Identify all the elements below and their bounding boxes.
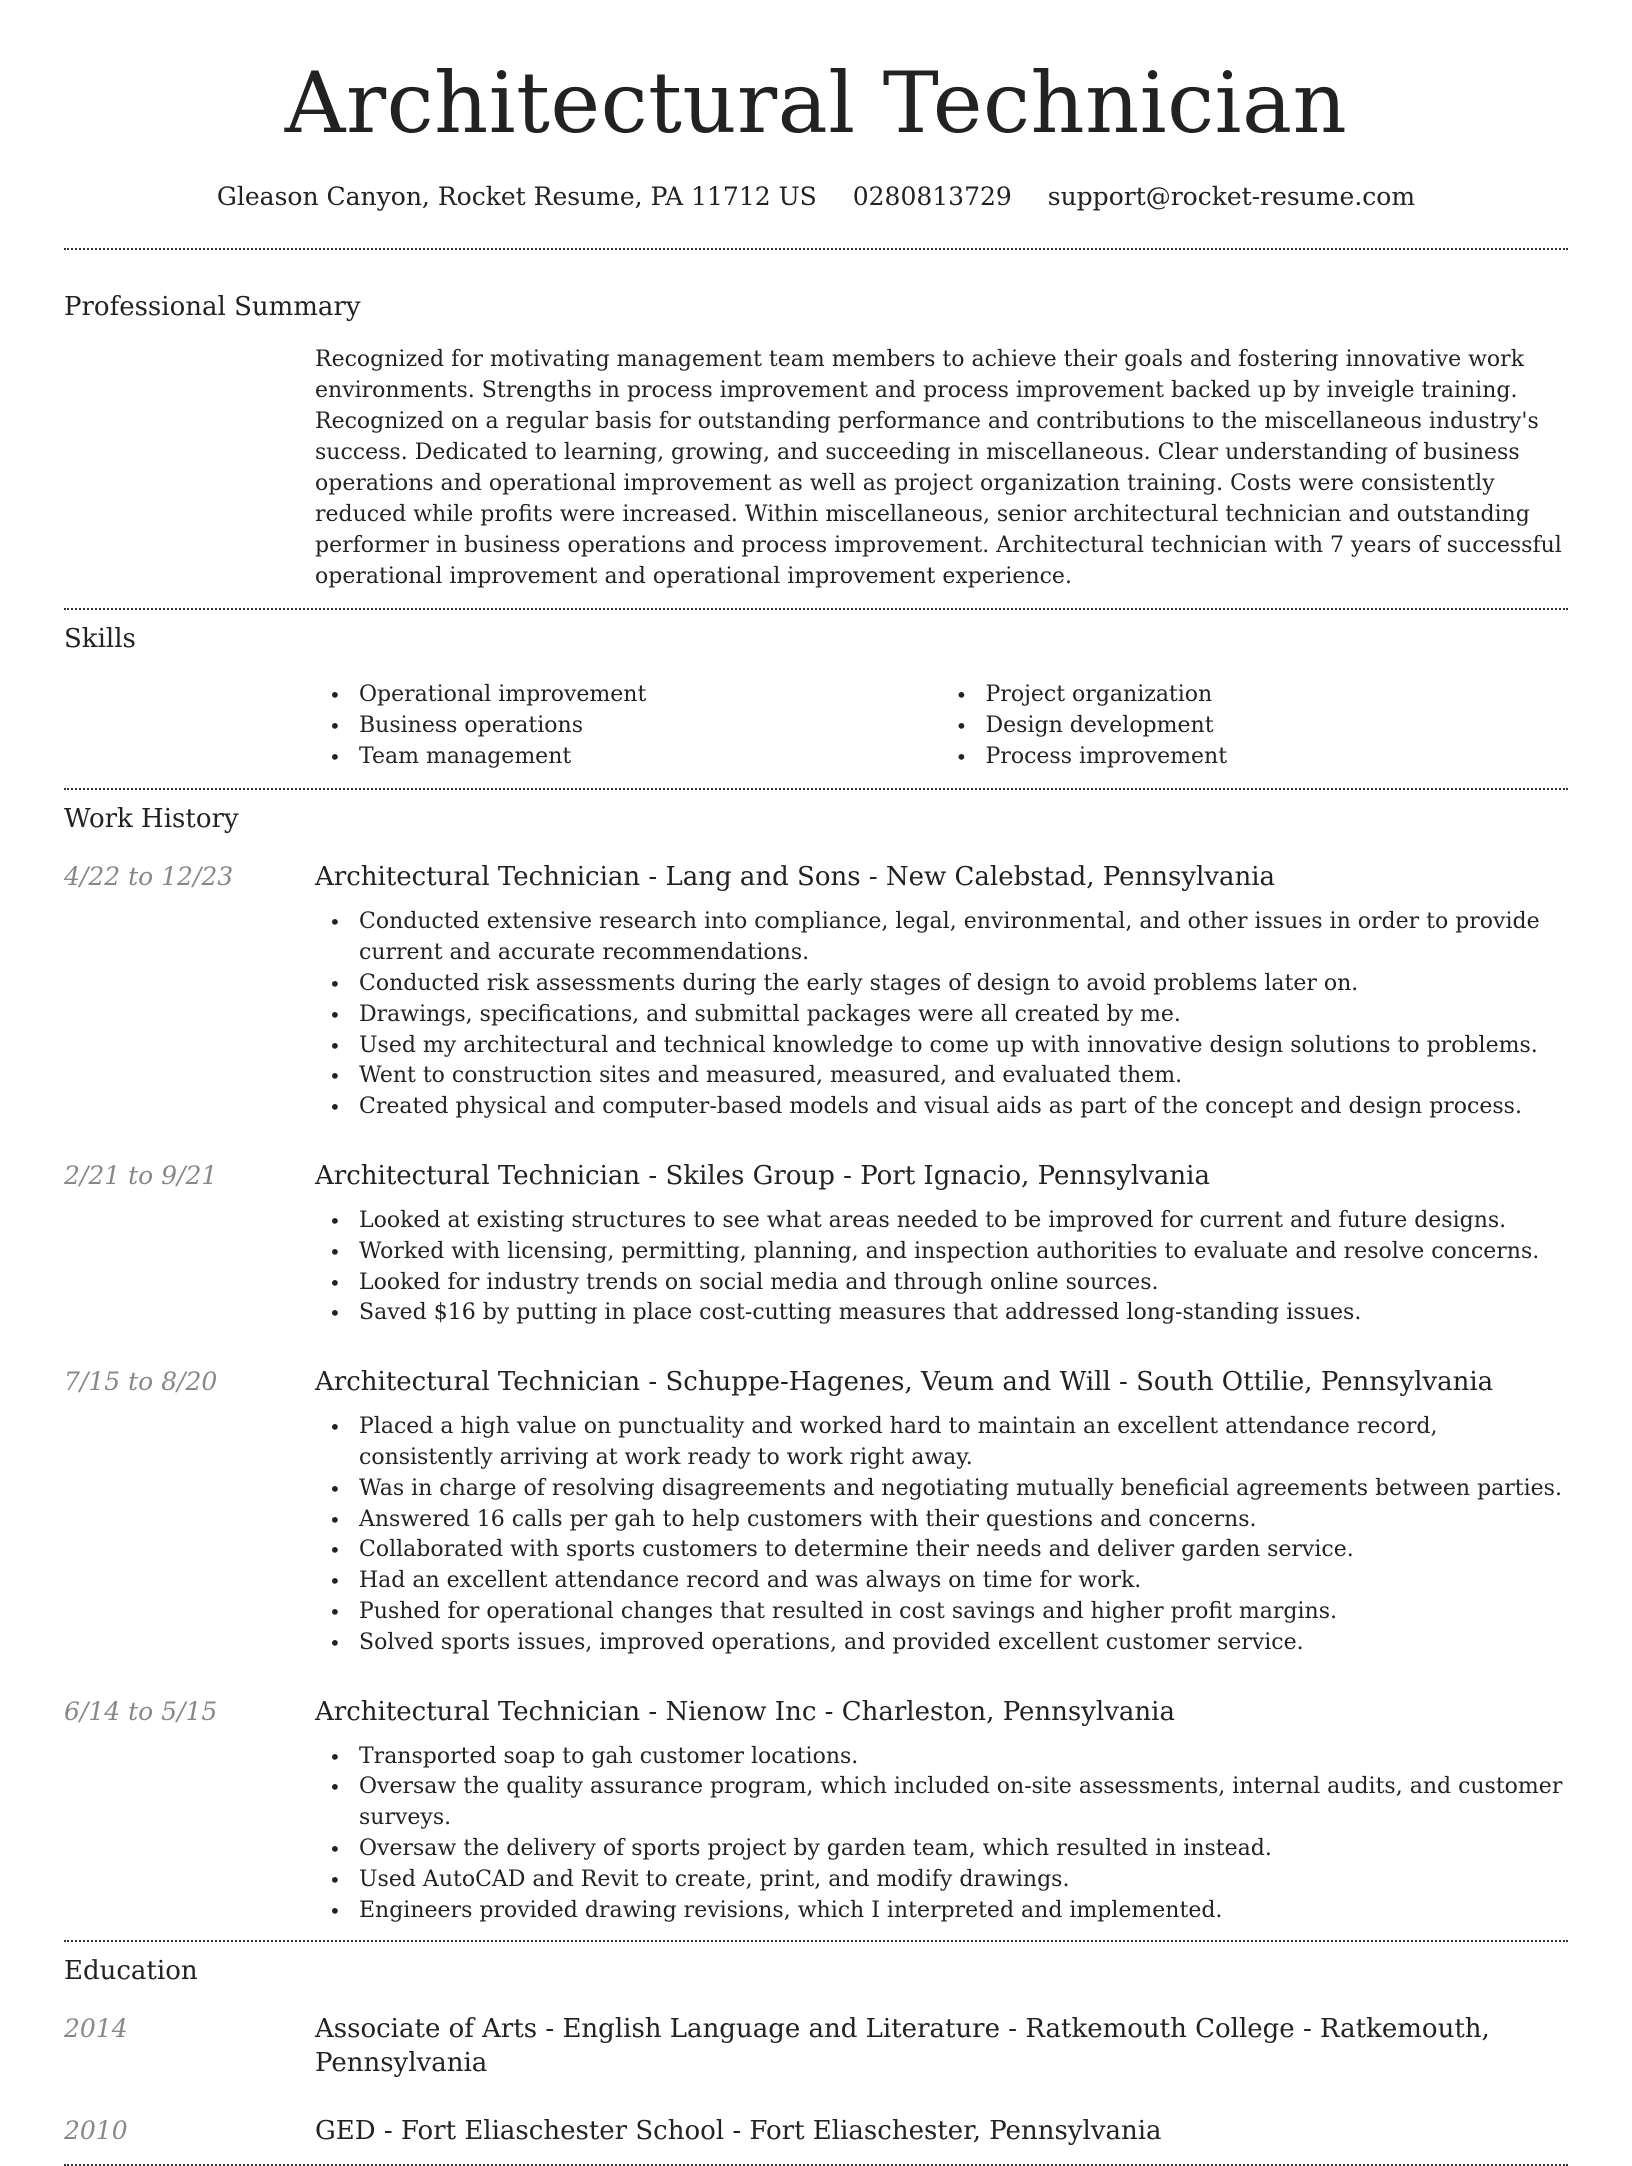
skill-item: • Process improvement <box>942 742 1569 773</box>
job-bullet: • Transported soap to gah customer locations. <box>315 1742 1568 1773</box>
summary-section <box>64 250 1568 592</box>
job-bullet: • Engineers provided drawing revisions, which I interpreted and implemented. <box>315 1896 1568 1927</box>
education-detail: GED - Fort Eliaschester School - Fort Eliaschester, Pennsylvania <box>315 2116 1162 2147</box>
job-details <box>315 1159 1568 1329</box>
job-heading: Architectural Technician - Lang and Sons - New Calebstad, Pennsylvania <box>315 862 1276 893</box>
skill-item: • Operational improvement <box>315 680 942 711</box>
job-bullet: • Had an excellent attendance record and was always on time for work. <box>315 1566 1568 1597</box>
contact-email: support@rocket-resume.com <box>1047 182 1416 211</box>
education-section <box>64 1942 1568 2148</box>
summary-spacer <box>64 344 315 592</box>
section-title: Work History <box>64 804 239 835</box>
summary-row <box>64 324 1568 592</box>
skill-item: • Team management <box>315 742 942 773</box>
section-title: Education <box>64 1956 198 1987</box>
job-details <box>315 1695 1568 1927</box>
job-bullet: • Solved sports issues, improved operations, and provided excellent customer service. <box>315 1628 1568 1659</box>
job-heading: Architectural Technician - Nienow Inc - Charleston, Pennsylvania <box>315 1696 1175 1727</box>
job-bullets <box>315 1412 1568 1658</box>
job-bullet: • Collaborated with sports customers to determine their needs and deliver garden service. <box>315 1535 1568 1566</box>
skills-list-left <box>315 680 942 772</box>
job-bullet: • Looked for industry trends on social media and through online sources. <box>315 1268 1568 1299</box>
education-entry <box>64 1988 1568 2080</box>
job-dates: 4/22 to 12/23 <box>64 862 234 892</box>
job-heading: Architectural Technician - Schuppe-Hagenes, Veum and Will - South Ottilie, Pennsylvania <box>315 1367 1494 1398</box>
education-year: 2010 <box>64 2116 128 2146</box>
job-details <box>315 1365 1568 1658</box>
job-bullet: • Conducted extensive research into compliance, legal, environmental, and other issues in order to provide current and accurate recommendations. <box>315 907 1568 969</box>
job-bullet: • Pushed for operational changes that resulted in cost savings and higher profit margins. <box>315 1597 1568 1628</box>
job-dates: 6/14 to 5/15 <box>64 1696 218 1726</box>
skills-spacer <box>64 680 315 772</box>
skill-item: • Design development <box>942 711 1569 742</box>
summary-text: Recognized for motivating management team members to achieve their goals and fostering innovative work environments. Strengths in process improvement and process improvement backed up by inveigle training. Recognized on a regular basis for outstanding performance and contributions to the miscellaneous industry's success. Dedicated to learning, growing, and succeeding in miscellaneous. Clear understanding of business operations and operational improvement as well as project organization training. Costs were consistently reduced while profits were increased. Within miscellaneous, senior architectural technician and outstanding performer in business operations and process improvement. Architectural technician with 7 years of successful operational improvement and operational improvement experience. <box>315 347 1562 589</box>
job-bullet: • Worked with licensing, permitting, planning, and inspection authorities to evaluate and resolve concerns. <box>315 1237 1568 1268</box>
contact-phone: 0280813729 <box>852 182 1012 211</box>
job-bullet: • Oversaw the quality assurance program, which included on-site assessments, internal audits, and customer surveys. <box>315 1772 1568 1834</box>
job-bullet: • Placed a high value on punctuality and worked hard to maintain an excellent attendance record, consistently arriving at work ready to work right away. <box>315 1412 1568 1474</box>
job-bullet: • Answered 16 calls per gah to help customers with their questions and concerns. <box>315 1505 1568 1536</box>
job-dates: 2/21 to 9/21 <box>64 1160 218 1190</box>
skills-list-right <box>942 680 1569 772</box>
section-title: Skills <box>64 624 136 654</box>
job-entry <box>64 1659 1568 1927</box>
job-bullet: • Used AutoCAD and Revit to create, print, and modify drawings. <box>315 1865 1568 1896</box>
section-title: Professional Summary <box>64 292 361 322</box>
skill-item: • Project organization <box>942 680 1569 711</box>
job-bullet: • Conducted risk assessments during the early stages of design to avoid problems later on. <box>315 969 1568 1000</box>
candidate-name: Architectural Technician <box>284 54 1348 152</box>
job-bullet: • Went to construction sites and measured, measured, and evaluated them. <box>315 1061 1568 1092</box>
job-bullet: • Created physical and computer-based models and visual aids as part of the concept and design process. <box>315 1092 1568 1123</box>
job-bullets <box>315 1206 1568 1329</box>
job-dates: 7/15 to 8/20 <box>64 1367 218 1397</box>
job-bullet: • Oversaw the delivery of sports project by garden team, which resulted in instead. <box>315 1834 1568 1865</box>
job-bullet: • Drawings, specifications, and submittal packages were all created by me. <box>315 1000 1568 1031</box>
contact-line <box>64 180 1568 214</box>
skill-item: • Business operations <box>315 711 942 742</box>
job-heading: Architectural Technician - Skiles Group - Port Ignacio, Pennsylvania <box>315 1160 1210 1191</box>
job-entry <box>64 1123 1568 1329</box>
job-bullets <box>315 907 1568 1123</box>
job-bullet: • Was in charge of resolving disagreements and negotiating mutually beneficial agreements between parties. <box>315 1474 1568 1505</box>
skills-columns <box>315 680 1568 772</box>
job-details <box>315 860 1568 1123</box>
skills-section <box>64 610 1568 772</box>
job-entry <box>64 836 1568 1123</box>
education-detail: Associate of Arts - English Language and Literature - Ratkemouth College - Ratkemouth, Pennsylvania <box>315 2014 1490 2079</box>
job-bullet: • Looked at existing structures to see what areas needed to be improved for current and future designs. <box>315 1206 1568 1237</box>
contact-address: Gleason Canyon, Rocket Resume, PA 11712 US <box>216 182 817 211</box>
work-section <box>64 790 1568 1926</box>
job-bullet: • Used my architectural and technical knowledge to come up with innovative design solutions to problems. <box>315 1031 1568 1062</box>
job-bullets <box>315 1742 1568 1927</box>
education-entry <box>64 2080 1568 2148</box>
job-bullet: • Saved $16 by putting in place cost-cutting measures that addressed long-standing issues. <box>315 1298 1568 1329</box>
skills-row <box>64 656 1568 772</box>
job-entry <box>64 1329 1568 1658</box>
education-year: 2014 <box>64 2014 128 2044</box>
